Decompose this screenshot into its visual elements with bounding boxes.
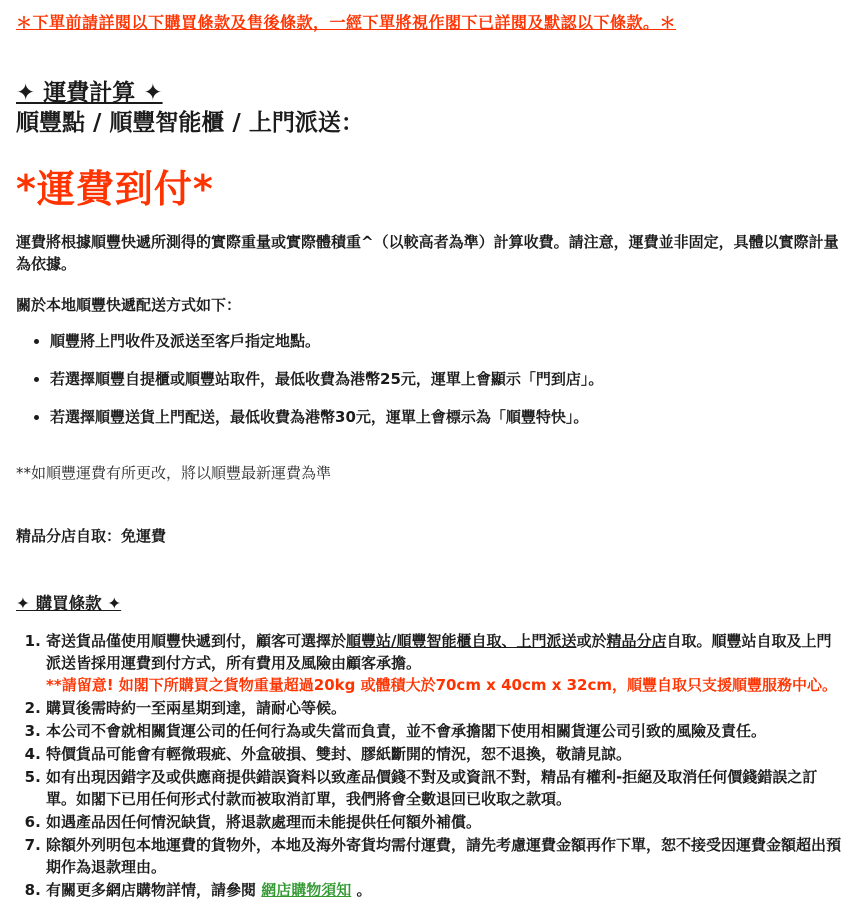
- terms-item-4: 4. 特價貨品可能會有輕微瑕疵、外盒破損、雙封、膠紙斷開的情況，恕不退換，敬請見諒。: [46, 743, 845, 765]
- online-shopping-guide-link[interactable]: 網店購物須知: [261, 881, 352, 900]
- terms-item-1-underline-pickup-options: 順豐站/順豐智能櫃自取、上門派送: [346, 631, 577, 650]
- fee-change-note: **如順豐運費有所更改，將以順豐最新運費為準: [16, 463, 332, 482]
- top-notice-banner: ＊下單前請詳閱以下購買條款及售後條款，一經下單將視作閣下已詳閱及默認以下條款。＊: [16, 13, 677, 32]
- delivery-bullet-item: • 順豐將上門收件及派送至客戶指定地點。: [50, 331, 845, 352]
- purchase-terms-heading: ✦ 購買條款 ✦: [16, 593, 122, 613]
- delivery-bullet-item: • 若選擇順豐送貨上門配送，最低收費為港幣30元，運單上會標示為「順豐特快」。: [50, 407, 845, 428]
- freight-collect-highlight: *運費到付*: [16, 166, 214, 211]
- terms-item-5: 5. 如有出現因錯字及或供應商提供錯誤資料以致產品價錢不對及或資訊不對，精品有權利-拒絕及取消任何價錢錯誤之訂單。如閣下已用任何形式付款而被取消訂單，我們將會全數退回已收取之款項。: [46, 766, 845, 810]
- store-pickup-free-note: 精品分店自取：免運費: [16, 526, 167, 545]
- terms-item-8-text: 。: [351, 881, 372, 900]
- terms-item-3: 3. 本公司不會就相關貨運公司的任何行為或失當而負責，並不會承擔閣下使用相關貨運公司引致的風險及責任。: [46, 720, 845, 742]
- terms-item-8-text: 有關更多網店購物詳情，請參閱: [46, 881, 262, 900]
- purchase-terms-list: [16, 630, 845, 902]
- delivery-methods-intro: 關於本地順豐快遞配送方式如下：: [16, 295, 242, 314]
- shipping-methods-subheading: 順豐點 / 順豐智能櫃 / 上門派送：: [16, 109, 364, 136]
- terms-item-1-text: 自取。順豐站自取及上門派送皆採用運費到付方式，所有費用及風險由顧客承擔。: [46, 631, 832, 672]
- shipping-calculation-heading: ✦ 運費計算 ✦: [16, 80, 163, 106]
- terms-item-1-text: 寄送貨品僅使用順豐快遞到付，顧客可選擇於: [46, 631, 347, 650]
- terms-item-6: 6. 如遇產品因任何情況缺貨，將退款處理而未能提供任何額外補償。: [46, 811, 845, 833]
- delivery-bullet-item: • 若選擇順豐自提櫃或順豐站取件，最低收費為港幣25元，運單上會顯示「門到店」。: [50, 369, 845, 390]
- terms-item-1-underline-boutique: 精品分店: [606, 631, 667, 650]
- terms-item-8: [46, 879, 845, 901]
- terms-item-1-text: 或於: [576, 631, 607, 650]
- terms-item-2: 2. 購買後需時約一至兩星期到達，請耐心等候。: [46, 697, 845, 719]
- fee-calculation-paragraph: 運費將根據順豐快遞所測得的實際重量或實際體積重^（以較高者為準）計算收費。請注意，運費並非固定，具體以實際計量為依據。: [16, 233, 839, 274]
- delivery-bullet-list: [16, 331, 845, 428]
- terms-item-7: 7. 除額外列明包本地運費的貨物外，本地及海外寄貨均需付運費，請先考慮運費金額再作下單，恕不接受因運費金額超出預期作為退款理由。: [46, 834, 845, 878]
- weight-limit-warning: **請留意! 如閣下所購買之貨物重量超過20kg 或體積大於70cm x 40cm x 32cm，順豐自取只支援順豐服務中心。: [46, 675, 837, 694]
- terms-item-1: [46, 630, 845, 696]
